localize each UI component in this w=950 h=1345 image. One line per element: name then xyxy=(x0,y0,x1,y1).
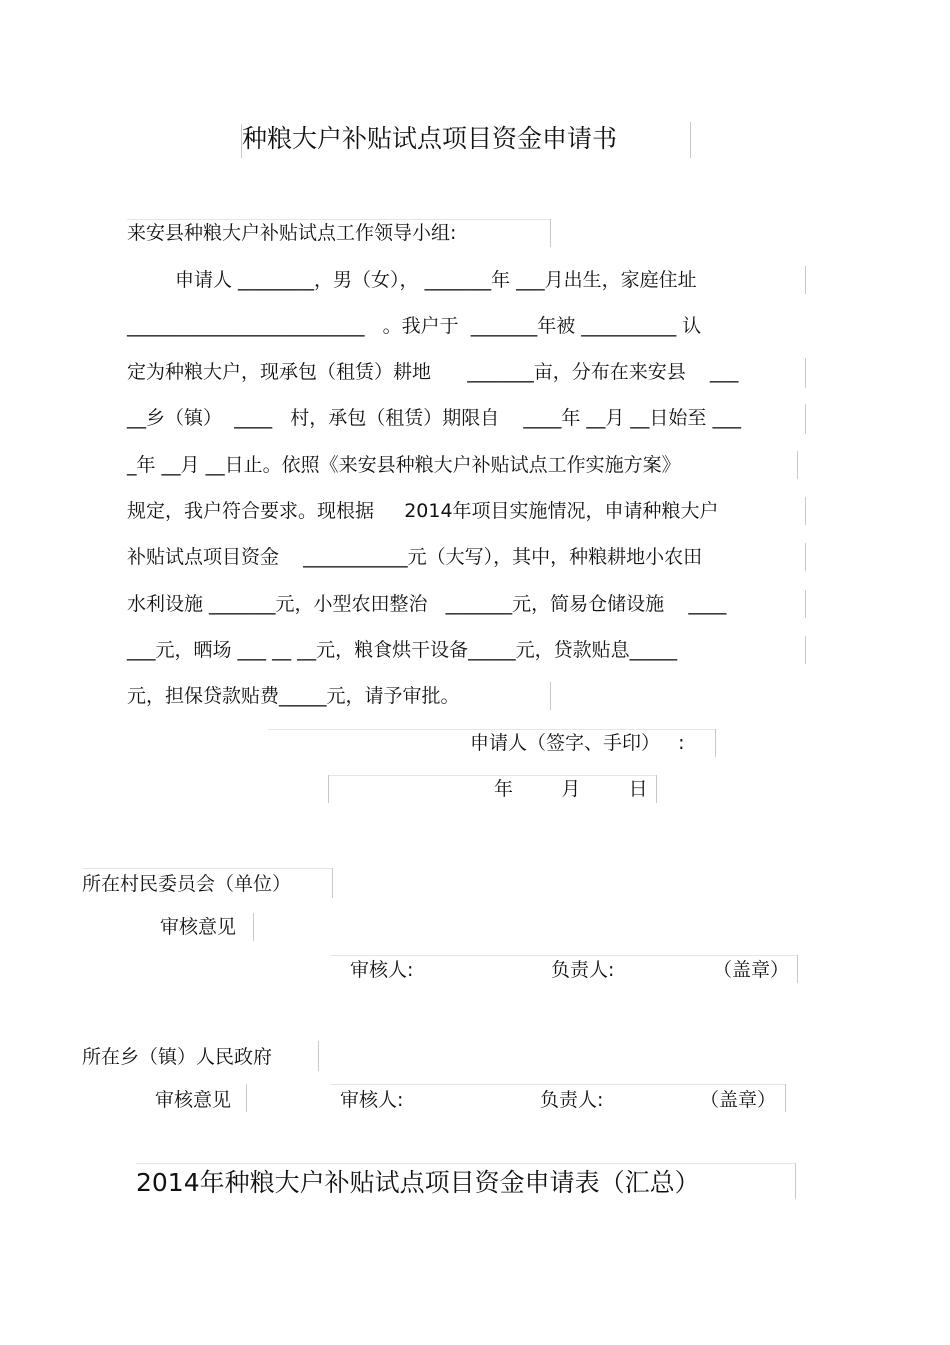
body-line-8: 水利设施 _______元，小型农田整治 _______元，简易仓储设施 ____ xyxy=(127,593,727,615)
body-line-3: 定为种粮大户，现承包（租赁）耕地 _______亩，分布在来安县 ___ xyxy=(127,361,739,383)
township-sign-right-rule xyxy=(785,1084,786,1112)
margin-rule xyxy=(805,543,806,571)
village-heading-rule xyxy=(332,868,333,898)
summary-right-rule xyxy=(795,1163,796,1199)
date-rule xyxy=(328,775,656,776)
body-line-10: 元，担保贷款贴费_____元，请予审批。 xyxy=(127,685,460,707)
body-line-5: _年 __月 __日止。依照《来安县种粮大户补贴试点工作实施方案》 xyxy=(127,454,681,476)
margin-rule xyxy=(805,358,806,388)
village-heading: 所在村民委员会（单位） xyxy=(82,873,292,895)
salutation-right-rule xyxy=(550,219,551,247)
village-reviewer-label: 审核人: xyxy=(350,959,414,981)
summary-rule xyxy=(136,1163,796,1164)
village-seal-label: （盖章） xyxy=(713,959,790,981)
salutation-rule xyxy=(127,219,550,220)
village-responsible-label: 负责人: xyxy=(551,959,615,981)
body-line-9: ___元，晒场 ___ __ __元，粮食烘干设备_____元，贷款贴息_____ xyxy=(127,639,678,661)
margin-rule xyxy=(550,682,551,710)
body-line-7: 补贴试点项目资金 ___________元（大写），其中，种粮耕地小农田 xyxy=(127,546,703,568)
township-seal-label: （盖章） xyxy=(700,1089,777,1111)
title-left-rule xyxy=(241,124,242,158)
township-responsible-label: 负责人: xyxy=(540,1089,604,1111)
date-left-rule xyxy=(328,775,329,803)
body-line-2: _________________________ 。我户于 _______年被 __________ 认 xyxy=(127,315,702,337)
date-right-rule xyxy=(656,775,657,803)
date-line: 年 月 日 xyxy=(494,778,648,800)
sign-right-rule xyxy=(715,729,716,757)
document-title: 种粮大户补贴试点项目资金申请书 xyxy=(242,124,618,153)
body-line-4: __乡（镇） ____ 村，承包（租赁）期限自 ____年 __月 __日始至 ___ xyxy=(127,407,741,429)
township-heading-rule xyxy=(318,1041,319,1071)
title-right-rule xyxy=(690,122,691,158)
body-line-6: 规定，我户符合要求。现根据 2014年项目实施情况，申请种粮大户 xyxy=(127,500,719,522)
township-opinion-rule xyxy=(246,1084,247,1112)
sign-rule xyxy=(268,729,715,730)
village-opinion-rule xyxy=(253,913,254,941)
margin-rule xyxy=(805,266,806,294)
summary-table-title: 2014年种粮大户补贴试点项目资金申请表（汇总） xyxy=(136,1168,700,1197)
margin-rule xyxy=(805,497,806,525)
village-sign-right-rule xyxy=(797,955,798,983)
applicant-signature-label: 申请人（签字、手印） : xyxy=(470,732,685,754)
village-opinion-label: 审核意见 xyxy=(160,916,237,938)
township-sign-rule xyxy=(330,1084,786,1085)
township-opinion-label: 审核意见 xyxy=(155,1089,232,1111)
township-reviewer-label: 审核人: xyxy=(340,1089,404,1111)
margin-rule xyxy=(797,451,798,479)
village-sign-rule xyxy=(330,955,798,956)
township-heading: 所在乡（镇）人民政府 xyxy=(82,1046,273,1068)
salutation: 来安县种粮大户补贴试点工作领导小组: xyxy=(127,222,457,244)
margin-rule xyxy=(805,590,806,618)
margin-rule xyxy=(805,404,806,434)
village-rule xyxy=(82,868,332,869)
body-line-1: 申请人 ________，男（女）， _______年 ___月出生，家庭住址 xyxy=(175,269,697,291)
margin-rule xyxy=(805,636,806,664)
